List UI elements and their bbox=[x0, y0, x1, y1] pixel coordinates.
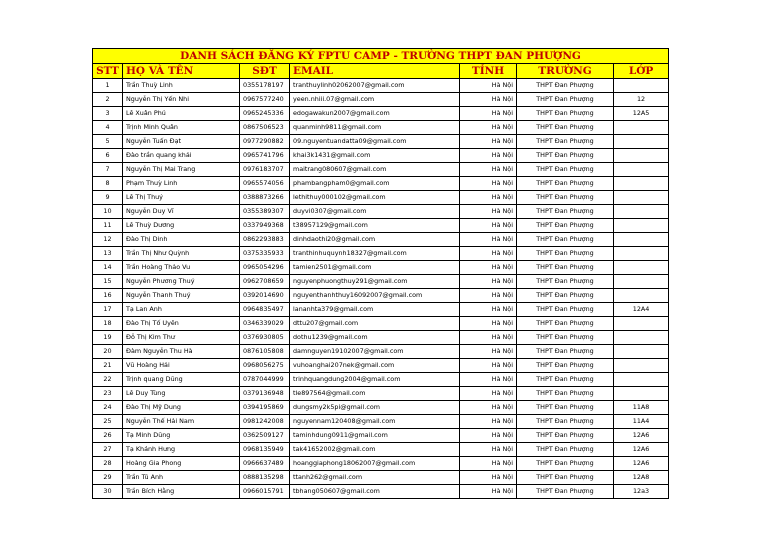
cell-school: THPT Đan Phượng bbox=[517, 121, 614, 135]
cell-school: THPT Đan Phượng bbox=[517, 79, 614, 93]
cell-province: Hà Nội bbox=[460, 135, 517, 149]
sheet-title: DANH SÁCH ĐĂNG KÝ FPTU CAMP - TRƯỜNG THPT ĐAN PHƯỢNG bbox=[93, 49, 669, 64]
cell-name: Hoàng Gia Phong bbox=[123, 457, 240, 471]
cell-email: 09.nguyentuandatta09@gmail.com bbox=[290, 135, 460, 149]
header-province: TỈNH bbox=[460, 64, 517, 79]
cell-stt: 30 bbox=[93, 485, 123, 499]
table-row bbox=[93, 191, 669, 205]
table-row bbox=[93, 401, 669, 415]
cell-province: Hà Nội bbox=[460, 233, 517, 247]
cell-email: quanminh9811@gmail.com bbox=[290, 121, 460, 135]
cell-stt: 24 bbox=[93, 401, 123, 415]
cell-stt: 17 bbox=[93, 303, 123, 317]
cell-stt: 22 bbox=[93, 373, 123, 387]
cell-province: Hà Nội bbox=[460, 261, 517, 275]
cell-stt: 21 bbox=[93, 359, 123, 373]
cell-school: THPT Đan Phượng bbox=[517, 205, 614, 219]
cell-class bbox=[614, 373, 669, 387]
table-row bbox=[93, 471, 669, 485]
cell-name: Trần Bích Hằng bbox=[123, 485, 240, 499]
cell-phone: 0967577240 bbox=[240, 93, 290, 107]
cell-province: Hà Nội bbox=[460, 345, 517, 359]
cell-email: phambangpham0@gmail.com bbox=[290, 177, 460, 191]
cell-stt: 7 bbox=[93, 163, 123, 177]
cell-school: THPT Đan Phượng bbox=[517, 149, 614, 163]
cell-province: Hà Nội bbox=[460, 149, 517, 163]
cell-school: THPT Đan Phượng bbox=[517, 401, 614, 415]
cell-stt: 12 bbox=[93, 233, 123, 247]
cell-province: Hà Nội bbox=[460, 485, 517, 499]
cell-phone: 0787044999 bbox=[240, 373, 290, 387]
cell-email: tamien2501@gmail.com bbox=[290, 261, 460, 275]
cell-stt: 14 bbox=[93, 261, 123, 275]
cell-name: Nguyễn Tuấn Đạt bbox=[123, 135, 240, 149]
cell-class: 12A6 bbox=[614, 443, 669, 457]
cell-phone: 0965741796 bbox=[240, 149, 290, 163]
cell-class bbox=[614, 149, 669, 163]
cell-province: Hà Nội bbox=[460, 471, 517, 485]
cell-email: lananhta379@gmail.com bbox=[290, 303, 460, 317]
cell-name: Nguyễn Thế Hải Nam bbox=[123, 415, 240, 429]
cell-phone: 0392014690 bbox=[240, 289, 290, 303]
cell-email: duyvi0307@gmail.com bbox=[290, 205, 460, 219]
cell-name: Trần Hoàng Thảo Vu bbox=[123, 261, 240, 275]
cell-phone: 0355389307 bbox=[240, 205, 290, 219]
table-row bbox=[93, 107, 669, 121]
cell-phone: 0375335933 bbox=[240, 247, 290, 261]
cell-class: 12A4 bbox=[614, 303, 669, 317]
cell-stt: 13 bbox=[93, 247, 123, 261]
header-class: LỚP bbox=[614, 64, 669, 79]
cell-class: 12a3 bbox=[614, 485, 669, 499]
cell-name: Nguyễn Thị Mai Trang bbox=[123, 163, 240, 177]
cell-province: Hà Nội bbox=[460, 219, 517, 233]
header-row bbox=[93, 64, 669, 79]
cell-phone: 0968056275 bbox=[240, 359, 290, 373]
cell-phone: 0962708659 bbox=[240, 275, 290, 289]
cell-school: THPT Đan Phượng bbox=[517, 247, 614, 261]
cell-school: THPT Đan Phượng bbox=[517, 177, 614, 191]
cell-name: Tạ Khánh Hưng bbox=[123, 443, 240, 457]
cell-email: dungsmy2k5pi@gmail.com bbox=[290, 401, 460, 415]
cell-province: Hà Nội bbox=[460, 275, 517, 289]
cell-school: THPT Đan Phượng bbox=[517, 135, 614, 149]
cell-name: Đào trần quang khải bbox=[123, 149, 240, 163]
table-row bbox=[93, 177, 669, 191]
cell-email: edogawakun2007@gmail.com bbox=[290, 107, 460, 121]
table-row bbox=[93, 415, 669, 429]
table-row bbox=[93, 317, 669, 331]
cell-name: Đào Thị Dinh bbox=[123, 233, 240, 247]
cell-school: THPT Đan Phượng bbox=[517, 415, 614, 429]
cell-class bbox=[614, 345, 669, 359]
table-row bbox=[93, 331, 669, 345]
cell-phone: 0977290882 bbox=[240, 135, 290, 149]
cell-phone: 0394195869 bbox=[240, 401, 290, 415]
cell-phone: 0966015791 bbox=[240, 485, 290, 499]
table-row bbox=[93, 93, 669, 107]
cell-phone: 0867506523 bbox=[240, 121, 290, 135]
cell-school: THPT Đan Phượng bbox=[517, 191, 614, 205]
cell-province: Hà Nội bbox=[460, 429, 517, 443]
cell-name: Nguyễn Thanh Thuý bbox=[123, 289, 240, 303]
registration-table bbox=[92, 48, 669, 499]
cell-name: Lê Thị Thuý bbox=[123, 191, 240, 205]
cell-email: dttu207@gmail.com bbox=[290, 317, 460, 331]
cell-phone: 0976183707 bbox=[240, 163, 290, 177]
cell-class bbox=[614, 219, 669, 233]
cell-class bbox=[614, 121, 669, 135]
cell-phone: 0965054296 bbox=[240, 261, 290, 275]
cell-phone: 0376930805 bbox=[240, 331, 290, 345]
cell-email: tle897564@gmail.com bbox=[290, 387, 460, 401]
cell-province: Hà Nội bbox=[460, 359, 517, 373]
cell-email: tak41652002@gmail.com bbox=[290, 443, 460, 457]
cell-phone: 0888135298 bbox=[240, 471, 290, 485]
cell-stt: 6 bbox=[93, 149, 123, 163]
table-row bbox=[93, 275, 669, 289]
cell-class bbox=[614, 191, 669, 205]
cell-email: ttanh262@gmail.com bbox=[290, 471, 460, 485]
cell-class: 11A4 bbox=[614, 415, 669, 429]
cell-school: THPT Đan Phượng bbox=[517, 275, 614, 289]
cell-stt: 26 bbox=[93, 429, 123, 443]
cell-phone: 0964835497 bbox=[240, 303, 290, 317]
cell-stt: 8 bbox=[93, 177, 123, 191]
cell-province: Hà Nội bbox=[460, 107, 517, 121]
cell-class: 12A5 bbox=[614, 107, 669, 121]
cell-email: dothu1239@gmail.com bbox=[290, 331, 460, 345]
table-row bbox=[93, 359, 669, 373]
table-row bbox=[93, 387, 669, 401]
table-row bbox=[93, 163, 669, 177]
cell-stt: 28 bbox=[93, 457, 123, 471]
cell-school: THPT Đan Phượng bbox=[517, 163, 614, 177]
cell-class bbox=[614, 163, 669, 177]
table-row bbox=[93, 261, 669, 275]
registration-sheet bbox=[92, 48, 668, 499]
cell-email: vuhoanghai207nek@gmail.com bbox=[290, 359, 460, 373]
cell-class bbox=[614, 233, 669, 247]
cell-class bbox=[614, 247, 669, 261]
cell-school: THPT Đan Phượng bbox=[517, 93, 614, 107]
cell-phone: 0362509127 bbox=[240, 429, 290, 443]
cell-class: 12 bbox=[614, 93, 669, 107]
cell-class bbox=[614, 275, 669, 289]
cell-phone: 0337949368 bbox=[240, 219, 290, 233]
cell-name: Đào Thị Tố Uyên bbox=[123, 317, 240, 331]
cell-school: THPT Đan Phượng bbox=[517, 471, 614, 485]
cell-stt: 2 bbox=[93, 93, 123, 107]
cell-name: Trần Thị Như Quỳnh bbox=[123, 247, 240, 261]
cell-email: taminhdung0911@gmail.com bbox=[290, 429, 460, 443]
cell-school: THPT Đan Phượng bbox=[517, 107, 614, 121]
cell-stt: 15 bbox=[93, 275, 123, 289]
cell-stt: 25 bbox=[93, 415, 123, 429]
cell-phone: 0346339029 bbox=[240, 317, 290, 331]
header-stt: STT bbox=[93, 64, 123, 79]
cell-email: tranthuylinh02062007@gmail.com bbox=[290, 79, 460, 93]
cell-province: Hà Nội bbox=[460, 415, 517, 429]
table-row bbox=[93, 121, 669, 135]
cell-province: Hà Nội bbox=[460, 163, 517, 177]
cell-stt: 5 bbox=[93, 135, 123, 149]
cell-name: Lê Xuân Phú bbox=[123, 107, 240, 121]
table-row bbox=[93, 443, 669, 457]
cell-class bbox=[614, 359, 669, 373]
cell-class: 12A8 bbox=[614, 471, 669, 485]
cell-stt: 4 bbox=[93, 121, 123, 135]
table-row bbox=[93, 79, 669, 93]
cell-province: Hà Nội bbox=[460, 401, 517, 415]
header-phone: SĐT bbox=[240, 64, 290, 79]
cell-province: Hà Nội bbox=[460, 443, 517, 457]
cell-phone: 0388873266 bbox=[240, 191, 290, 205]
cell-name: Lê Thuỳ Dương bbox=[123, 219, 240, 233]
cell-province: Hà Nội bbox=[460, 317, 517, 331]
cell-province: Hà Nội bbox=[460, 289, 517, 303]
cell-stt: 1 bbox=[93, 79, 123, 93]
cell-phone: 0876105808 bbox=[240, 345, 290, 359]
cell-stt: 11 bbox=[93, 219, 123, 233]
cell-school: THPT Đan Phượng bbox=[517, 429, 614, 443]
cell-province: Hà Nội bbox=[460, 177, 517, 191]
cell-class bbox=[614, 261, 669, 275]
cell-school: THPT Đan Phượng bbox=[517, 373, 614, 387]
cell-stt: 23 bbox=[93, 387, 123, 401]
table-row bbox=[93, 373, 669, 387]
cell-school: THPT Đan Phượng bbox=[517, 331, 614, 345]
cell-phone: 0379136948 bbox=[240, 387, 290, 401]
cell-phone: 0355178197 bbox=[240, 79, 290, 93]
cell-phone: 0965245336 bbox=[240, 107, 290, 121]
cell-province: Hà Nội bbox=[460, 373, 517, 387]
cell-class bbox=[614, 331, 669, 345]
cell-phone: 0862293883 bbox=[240, 233, 290, 247]
table-row bbox=[93, 219, 669, 233]
cell-email: nguyenphuongthuy291@gmail.com bbox=[290, 275, 460, 289]
cell-province: Hà Nội bbox=[460, 79, 517, 93]
cell-school: THPT Đan Phượng bbox=[517, 457, 614, 471]
cell-school: THPT Đan Phượng bbox=[517, 485, 614, 499]
cell-phone: 0981242008 bbox=[240, 415, 290, 429]
cell-name: Đỗ Thị Kim Thư bbox=[123, 331, 240, 345]
cell-name: Đào Thị Mỹ Dung bbox=[123, 401, 240, 415]
cell-name: Nguyễn Thị Yến Nhi bbox=[123, 93, 240, 107]
cell-phone: 0965574056 bbox=[240, 177, 290, 191]
cell-name: Nguyễn Phương Thuý bbox=[123, 275, 240, 289]
cell-email: tranthinhuquynh18327@gmail.com bbox=[290, 247, 460, 261]
cell-name: Tạ Minh Dũng bbox=[123, 429, 240, 443]
cell-stt: 20 bbox=[93, 345, 123, 359]
cell-class bbox=[614, 177, 669, 191]
cell-stt: 10 bbox=[93, 205, 123, 219]
cell-name: Vũ Hoàng Hải bbox=[123, 359, 240, 373]
cell-name: Nguyễn Duy Vĩ bbox=[123, 205, 240, 219]
table-row bbox=[93, 345, 669, 359]
cell-stt: 16 bbox=[93, 289, 123, 303]
cell-name: Trần Thuỳ Linh bbox=[123, 79, 240, 93]
cell-school: THPT Đan Phượng bbox=[517, 443, 614, 457]
cell-stt: 27 bbox=[93, 443, 123, 457]
cell-email: dinhdaothi20@gmail.com bbox=[290, 233, 460, 247]
cell-name: Trịnh Minh Quân bbox=[123, 121, 240, 135]
cell-phone: 0966637489 bbox=[240, 457, 290, 471]
header-name: HỌ VÀ TÊN bbox=[123, 64, 240, 79]
table-row bbox=[93, 233, 669, 247]
cell-school: THPT Đan Phượng bbox=[517, 233, 614, 247]
cell-class bbox=[614, 289, 669, 303]
cell-name: Trịnh quang Dũng bbox=[123, 373, 240, 387]
cell-class bbox=[614, 135, 669, 149]
cell-email: nguyenthanhthuy16092007@gmail.com bbox=[290, 289, 460, 303]
cell-email: yeen.nhiii.07@gmail.com bbox=[290, 93, 460, 107]
cell-stt: 9 bbox=[93, 191, 123, 205]
table-row bbox=[93, 457, 669, 471]
table-row bbox=[93, 289, 669, 303]
cell-school: THPT Đan Phượng bbox=[517, 219, 614, 233]
cell-province: Hà Nội bbox=[460, 457, 517, 471]
cell-school: THPT Đan Phượng bbox=[517, 261, 614, 275]
cell-class bbox=[614, 317, 669, 331]
cell-school: THPT Đan Phượng bbox=[517, 303, 614, 317]
cell-email: lethithuy000102@gmail.com bbox=[290, 191, 460, 205]
cell-province: Hà Nội bbox=[460, 121, 517, 135]
table-row bbox=[93, 247, 669, 261]
cell-school: THPT Đan Phượng bbox=[517, 317, 614, 331]
table-row bbox=[93, 205, 669, 219]
cell-stt: 19 bbox=[93, 331, 123, 345]
cell-stt: 29 bbox=[93, 471, 123, 485]
cell-email: maitrang080607@gmail.com bbox=[290, 163, 460, 177]
cell-name: Phạm Thuỳ Linh bbox=[123, 177, 240, 191]
cell-email: trinhquangdung2004@gmail.com bbox=[290, 373, 460, 387]
header-school: TRƯỜNG bbox=[517, 64, 614, 79]
cell-email: khai3k1431@gmail.com bbox=[290, 149, 460, 163]
table-row bbox=[93, 485, 669, 499]
cell-email: tbhang050607@gmail.com bbox=[290, 485, 460, 499]
cell-email: damnguyen19102007@gmail.com bbox=[290, 345, 460, 359]
cell-stt: 18 bbox=[93, 317, 123, 331]
cell-class: 12A6 bbox=[614, 429, 669, 443]
cell-province: Hà Nội bbox=[460, 205, 517, 219]
cell-province: Hà Nội bbox=[460, 331, 517, 345]
cell-class bbox=[614, 387, 669, 401]
cell-province: Hà Nội bbox=[460, 303, 517, 317]
cell-class: 12A6 bbox=[614, 457, 669, 471]
cell-province: Hà Nội bbox=[460, 247, 517, 261]
cell-school: THPT Đan Phượng bbox=[517, 289, 614, 303]
cell-phone: 0968135949 bbox=[240, 443, 290, 457]
cell-class bbox=[614, 205, 669, 219]
cell-province: Hà Nội bbox=[460, 387, 517, 401]
cell-email: hoanggiaphong18062007@gmail.com bbox=[290, 457, 460, 471]
cell-name: Đàm Nguyễn Thu Hà bbox=[123, 345, 240, 359]
cell-school: THPT Đan Phượng bbox=[517, 359, 614, 373]
table-body bbox=[93, 79, 669, 499]
cell-school: THPT Đan Phượng bbox=[517, 387, 614, 401]
cell-email: t38957129@gmail.com bbox=[290, 219, 460, 233]
cell-school: THPT Đan Phượng bbox=[517, 345, 614, 359]
header-email: EMAIL bbox=[290, 64, 460, 79]
cell-name: Trần Tú Anh bbox=[123, 471, 240, 485]
cell-province: Hà Nội bbox=[460, 191, 517, 205]
cell-province: Hà Nội bbox=[460, 93, 517, 107]
table-row bbox=[93, 303, 669, 317]
cell-name: Lê Duy Tùng bbox=[123, 387, 240, 401]
table-row bbox=[93, 429, 669, 443]
cell-email: nguyennam120408@gmail.com bbox=[290, 415, 460, 429]
cell-class bbox=[614, 79, 669, 93]
cell-name: Tạ Lan Anh bbox=[123, 303, 240, 317]
table-row bbox=[93, 149, 669, 163]
table-row bbox=[93, 135, 669, 149]
cell-class: 11A8 bbox=[614, 401, 669, 415]
title-row bbox=[93, 49, 669, 64]
cell-stt: 3 bbox=[93, 107, 123, 121]
